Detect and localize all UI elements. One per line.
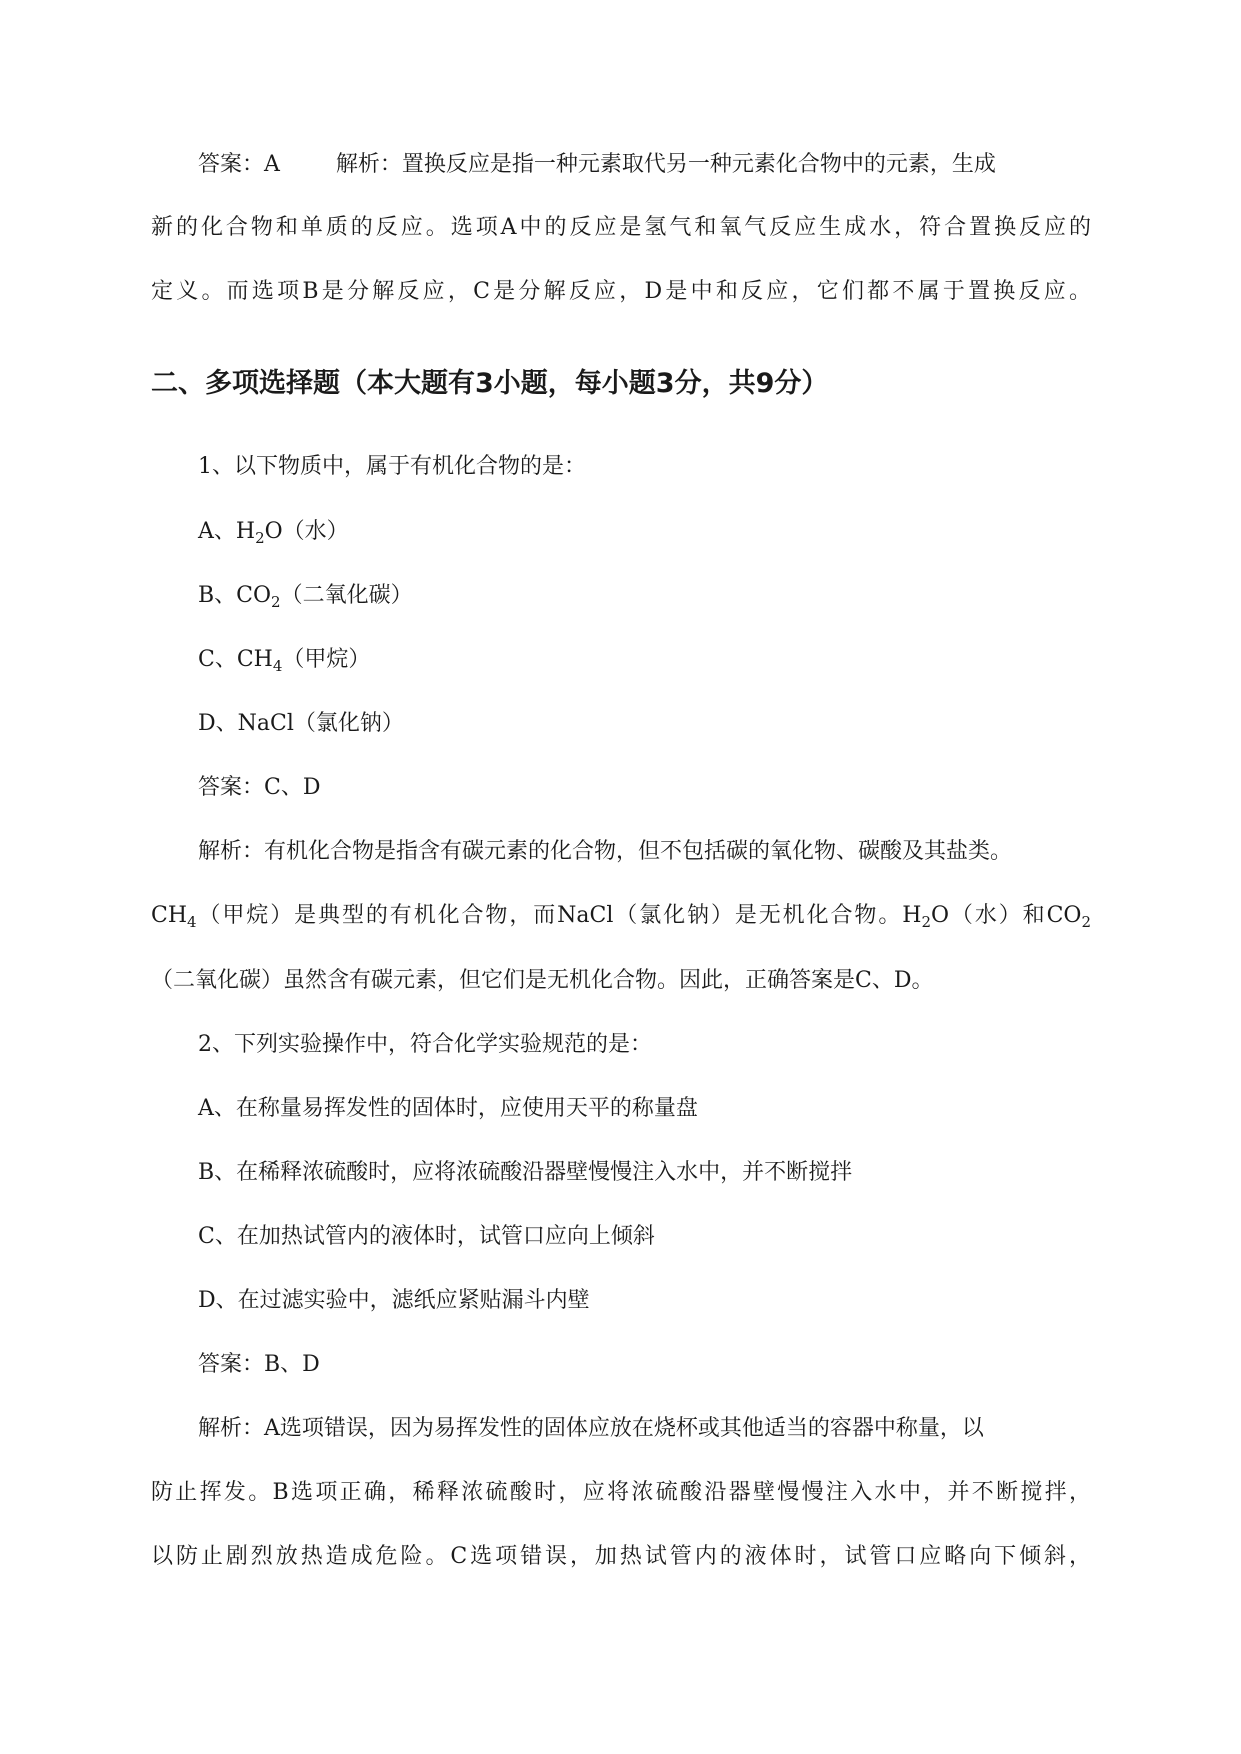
q1-analysis-line-1: 解析：有机化合物是指含有碳元素的化合物，但不包括碳的氧化物、碳酸及其盐类。 <box>198 839 1013 864</box>
q1-option-c-prefix: C、CH <box>198 647 273 672</box>
q1-option-b <box>198 581 413 611</box>
prev-analysis-text: 解析：置换反应是指一种元素取代另一种元素化合物中的元素，生成 <box>335 152 996 177</box>
q1-option-b-subscript: 2 <box>271 593 281 611</box>
q1-analysis-line-2 <box>151 901 1091 931</box>
q2-option-d: D、在过滤实验中，滤纸应紧贴漏斗内壁 <box>198 1288 590 1313</box>
q2-answer: 答案：B、D <box>198 1352 320 1377</box>
q1-option-c-subscript: 4 <box>272 657 283 675</box>
q2-analysis-line-1: 解析：A选项错误，因为易挥发性的固体应放在烧杯或其他适当的容器中称量，以 <box>198 1416 984 1441</box>
q1-analysis-tail: O（水）和CO <box>930 903 1082 928</box>
q1-option-a-subscript: 2 <box>255 529 265 547</box>
q1-stem: 1、以下物质中，属于有机化合物的是： <box>198 454 586 479</box>
q1-option-b-suffix: （二氧化碳） <box>280 583 413 608</box>
q1-analysis-line-3: （二氧化碳）虽然含有碳元素，但它们是无机化合物。因此，正确答案是C、D。 <box>151 968 934 993</box>
q2-option-b: B、在稀释浓硫酸时，应将浓硫酸沿器壁慢慢注入水中，并不断搅拌 <box>198 1160 853 1185</box>
q1-option-d: D、NaCl（氯化钠） <box>198 711 404 736</box>
q2-analysis-line-2: 防止挥发。B选项正确，稀释浓硫酸时，应将浓硫酸沿器壁慢慢注入水中，并不断搅拌， <box>151 1480 1091 1505</box>
q1-analysis-h-subscript: 2 <box>921 913 931 931</box>
q1-analysis-mid: （甲烷）是典型的有机化合物，而NaCl（氯化钠）是无机化合物。H <box>196 903 922 928</box>
q2-option-c: C、在加热试管内的液体时，试管口应向上倾斜 <box>198 1224 655 1249</box>
q2-analysis-line-3: 以防止剧烈放热造成危险。C选项错误，加热试管内的液体时，试管口应略向下倾斜， <box>151 1544 1091 1569</box>
q1-analysis-ch: CH <box>151 903 188 928</box>
q1-option-c-suffix: （甲烷） <box>282 647 371 672</box>
prev-analysis-line-3: 定义。而选项B是分解反应，C是分解反应，D是中和反应，它们都不属于置换反应。 <box>151 279 1091 304</box>
prev-answer-line <box>198 150 996 180</box>
q2-option-a: A、在称量易挥发性的固体时，应使用天平的称量盘 <box>198 1096 698 1121</box>
q1-option-b-prefix: B、CO <box>198 583 272 608</box>
q1-analysis-ch-subscript: 4 <box>187 913 197 931</box>
prev-analysis-line-2: 新的化合物和单质的反应。选项A中的反应是氢气和氧气反应生成水，符合置换反应的 <box>151 215 1091 240</box>
q1-option-c <box>198 645 370 675</box>
q2-stem: 2、下列实验操作中，符合化学实验规范的是： <box>198 1032 652 1057</box>
section-heading: 二、多项选择题（本大题有3小题，每小题3分，共9分） <box>151 368 829 399</box>
q1-option-a-suffix: O（水） <box>264 519 349 544</box>
q1-answer: 答案：C、D <box>198 775 321 800</box>
q1-option-a <box>198 517 349 547</box>
q1-option-a-prefix: A、H <box>198 519 256 544</box>
q1-analysis-co-subscript: 2 <box>1081 913 1091 931</box>
prev-answer-label: 答案：A <box>198 152 280 177</box>
